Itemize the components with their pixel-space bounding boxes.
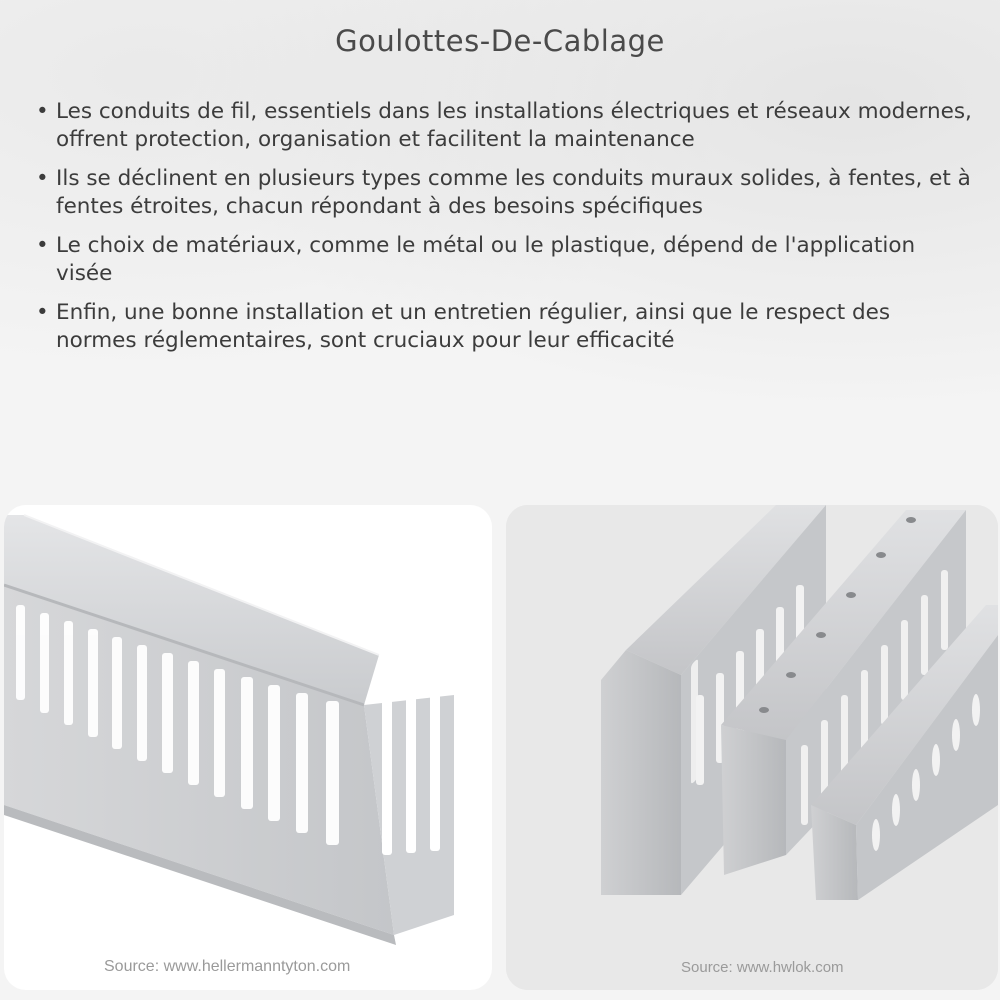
bullet-item <box>34 232 974 288</box>
bullet-text: Ils se déclinent en plusieurs types comme les conduits muraux solides, à fentes, et à fentes étroites, chacun répondant à des besoins spécifiques <box>56 166 971 219</box>
wire-duct-photo-right <box>506 505 998 990</box>
image-source-caption: Source: www.hwlok.com <box>681 959 844 976</box>
bullet-icon: • <box>36 99 49 124</box>
bullet-text: Le choix de matériaux, comme le métal ou le plastique, dépend de l'application visée <box>56 233 916 286</box>
page-title: Goulottes-De-Cablage <box>335 24 665 58</box>
bullet-icon: • <box>36 166 49 191</box>
image-source-caption: Source: www.hellermanntyton.com <box>104 958 351 975</box>
three-ducts-illustration <box>506 505 998 990</box>
wire-duct-photo-left <box>4 505 492 990</box>
bullet-list <box>34 98 974 366</box>
bullet-item <box>34 98 974 154</box>
bullet-item <box>34 299 974 355</box>
bullet-text: Enfin, une bonne installation et un entretien régulier, ainsi que le respect des normes réglementaires, sont cruciaux pour leur efficacité <box>56 300 891 353</box>
bullet-icon: • <box>36 300 49 325</box>
bullet-text: Les conduits de fil, essentiels dans les installations électriques et réseaux modernes, offrent protection, organisation et facilitent la maintenance <box>56 99 972 152</box>
bullet-item <box>34 165 974 221</box>
slotted-duct-illustration <box>4 505 492 990</box>
bullet-icon: • <box>36 233 49 258</box>
